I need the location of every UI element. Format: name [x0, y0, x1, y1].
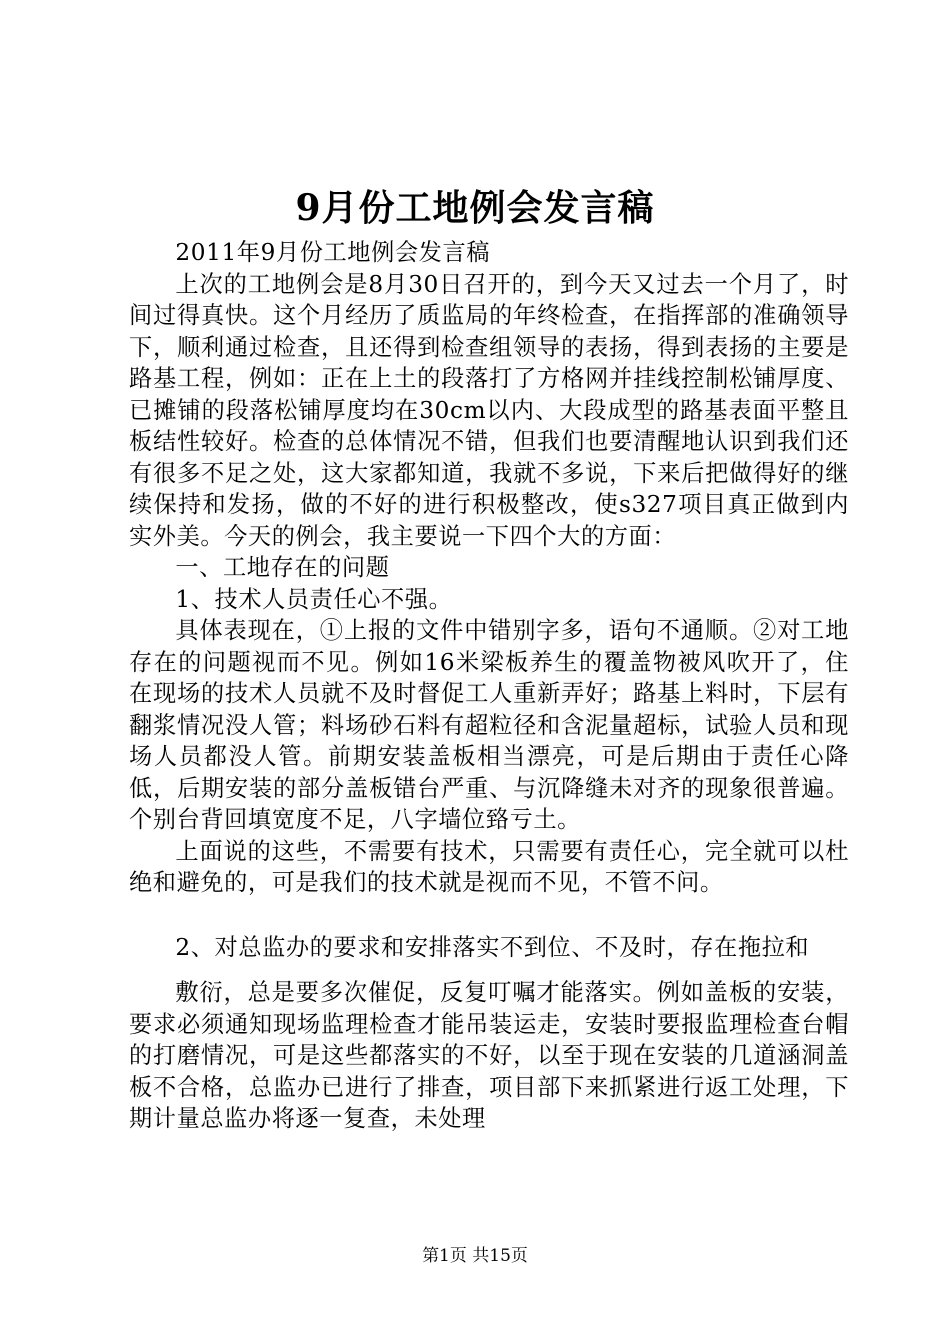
- summary-paragraph: 上面说的这些，不需要有技术，只需要有责任心，完全就可以杜绝和避免的，可是我们的技术就是视而不见，不管不问。: [129, 837, 849, 896]
- details-paragraph: 具体表现在，①上报的文件中错别字多，语句不通顺。②对工地存在的问题视而不见。例如16米梁板养生的覆盖物被风吹开了，住在现场的技术人员就不及时督促工人重新弄好；路基上料时，下层有翻浆情况没人管；料场砂石料有超粒径和含泥量超标，试验人员和现场人员都没人管。前期安装盖板相当漂亮，可是后期由于责任心降低，后期安装的部分盖板错台严重、与沉降缝未对齐的现象很普遍。个别台背回填宽度不足，八字墙位臵亏土。: [129, 617, 849, 833]
- intro-paragraph: 上次的工地例会是8月30日召开的，到今天又过去一个月了，时间过得真快。这个月经历了质监局的年终检查，在指挥部的准确领导下，顺利通过检查，且还得到检查组领导的表扬，得到表扬的主要是路基工程，例如：正在上土的段落打了方格网并挂线控制松铺厚度、已摊铺的段落松铺厚度均在30cm以内、大段成型的路基表面平整且板结性较好。检查的总体情况不错，但我们也要清醒地认识到我们还有很多不足之处，这大家都知道，我就不多说，下来后把做得好的继续保持和发扬，做的不好的进行积极整改，使s327项目真正做到内实外美。今天的例会，我主要说一下四个大的方面：: [129, 270, 849, 550]
- subsection-heading-1: 1、技术人员责任心不强。: [175, 585, 453, 613]
- document-title: 9月份工地例会发言稿: [295, 187, 655, 229]
- subtitle-paragraph: 2011年9月份工地例会发言稿: [175, 239, 491, 266]
- continuation-paragraph: 敷衍，总是要多次催促，反复叮嘱才能落实。例如盖板的安装，要求必须通知现场监理检查才能吊装运走，安装时要报监理检查台帽的打磨情况，可是这些都落实的不好，以至于现在安装的几道涵洞盖板不合格，总监办已进行了排查，项目部下来抓紧进行返工处理，下期计量总监办将逐一复查，未处理: [129, 979, 849, 1132]
- document-body: [129, 237, 849, 1135]
- page-number: 第1页 共15页: [422, 1246, 528, 1266]
- subsection-heading-2: 2、对总监办的要求和安排落实不到位、不及时，存在拖拉和: [175, 933, 810, 961]
- section-heading: 一、工地存在的问题: [175, 554, 390, 581]
